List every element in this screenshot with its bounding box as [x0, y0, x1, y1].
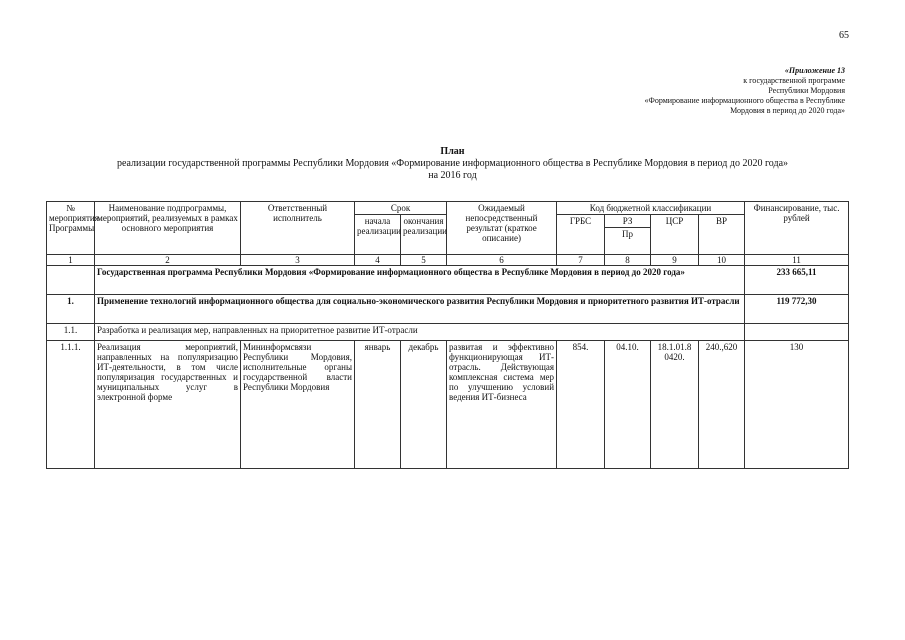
table-row	[47, 341, 849, 469]
row-title: Применение технологий информационного общества для социально-экономического развития Республики Мордовия и приоритетного развития ИТ-отрасли	[95, 295, 745, 324]
header-term-end: окончания реализации	[401, 215, 447, 255]
row-end: декабрь	[401, 341, 447, 469]
appendix-line: «Формирование информационного общества в Республике	[644, 96, 845, 105]
row-financing: 119 772,30	[745, 295, 849, 324]
header-result: Ожидаемый непосредственный результат (краткое описание)	[447, 202, 557, 255]
row-num: 1.	[47, 295, 95, 324]
appendix-line: «Приложение 13	[784, 66, 845, 75]
header-financing: Финансирование, тыс. рублей	[745, 202, 849, 255]
column-number: 7	[557, 255, 605, 266]
page-number: 65	[839, 30, 849, 41]
column-number: 1	[47, 255, 95, 266]
appendix-line: Республики Мордовия	[768, 86, 845, 95]
plan-table	[46, 201, 849, 469]
column-number: 8	[605, 255, 651, 266]
header-term-start: начала реализации	[355, 215, 401, 255]
column-number: 6	[447, 255, 557, 266]
header-rz: РЗ	[605, 215, 651, 228]
table-row	[47, 324, 849, 341]
header-executor: Ответственный исполнитель	[241, 202, 355, 255]
row-num	[47, 266, 95, 295]
table-row	[47, 295, 849, 324]
row-rz: 04.10.	[605, 341, 651, 469]
header-num: № мероприятия Программы	[47, 202, 95, 255]
header-vr: ВР	[699, 215, 745, 255]
header-csr: ЦСР	[651, 215, 699, 255]
plan-year: на 2016 год	[428, 170, 477, 181]
column-number: 2	[95, 255, 241, 266]
header-pr: Пр	[605, 228, 651, 255]
row-executor: Мининформсвязи Республики Мордовия, исполнительные органы государственной власти Республики Мордовия	[241, 341, 355, 469]
document-title	[0, 146, 905, 182]
header-budget-code: Код бюджетной классификации	[557, 202, 745, 215]
header-grbs: ГРБС	[557, 215, 605, 255]
row-result: развитая и эффективно функционирующая ИТ-отрасль. Действующая комплексная система мер по улучшению условий ведения ИТ-бизнеса	[447, 341, 557, 469]
row-start: январь	[355, 341, 401, 469]
table-row	[47, 266, 849, 295]
row-name: Реализация мероприятий, направленных на популяризацию ИТ-деятельности, в том числе популяризация государственных и муниципальных услуг в электронной форме	[95, 341, 241, 469]
row-num: 1.1.1.	[47, 341, 95, 469]
appendix-line: к государственной программе	[743, 76, 845, 85]
row-num: 1.1.	[47, 324, 95, 341]
header-row	[47, 202, 849, 215]
row-csr: 18.1.01.8 0420.	[651, 341, 699, 469]
plan-subtitle: реализации государственной программы Республики Мордовия «Формирование информационного общества в Республике Мордовия в период до 2020 года»	[116, 158, 789, 169]
header-term: Срок	[355, 202, 447, 215]
header-name: Наименование подпрограммы, мероприятий, реализуемых в рамках основного мероприятия	[95, 202, 241, 255]
program-financing: 233 665,11	[745, 266, 849, 295]
row-grbs: 854.	[557, 341, 605, 469]
column-number: 5	[401, 255, 447, 266]
column-number-row	[47, 255, 849, 266]
row-title: Разработка и реализация мер, направленных на приоритетное развитие ИТ-отрасли	[95, 324, 745, 341]
column-number: 4	[355, 255, 401, 266]
plan-heading: План	[440, 146, 465, 157]
appendix-line: Мордовия в период до 2020 года»	[730, 106, 845, 115]
column-number: 9	[651, 255, 699, 266]
row-vr: 240.,620	[699, 341, 745, 469]
row-financing	[745, 324, 849, 341]
column-number: 11	[745, 255, 849, 266]
column-number: 3	[241, 255, 355, 266]
column-number: 10	[699, 255, 745, 266]
appendix-note	[585, 66, 845, 116]
row-financing: 130	[745, 341, 849, 469]
program-title: Государственная программа Республики Мордовия «Формирование информационного общества в Республике Мордовия в период до 2020 года»	[95, 266, 745, 295]
